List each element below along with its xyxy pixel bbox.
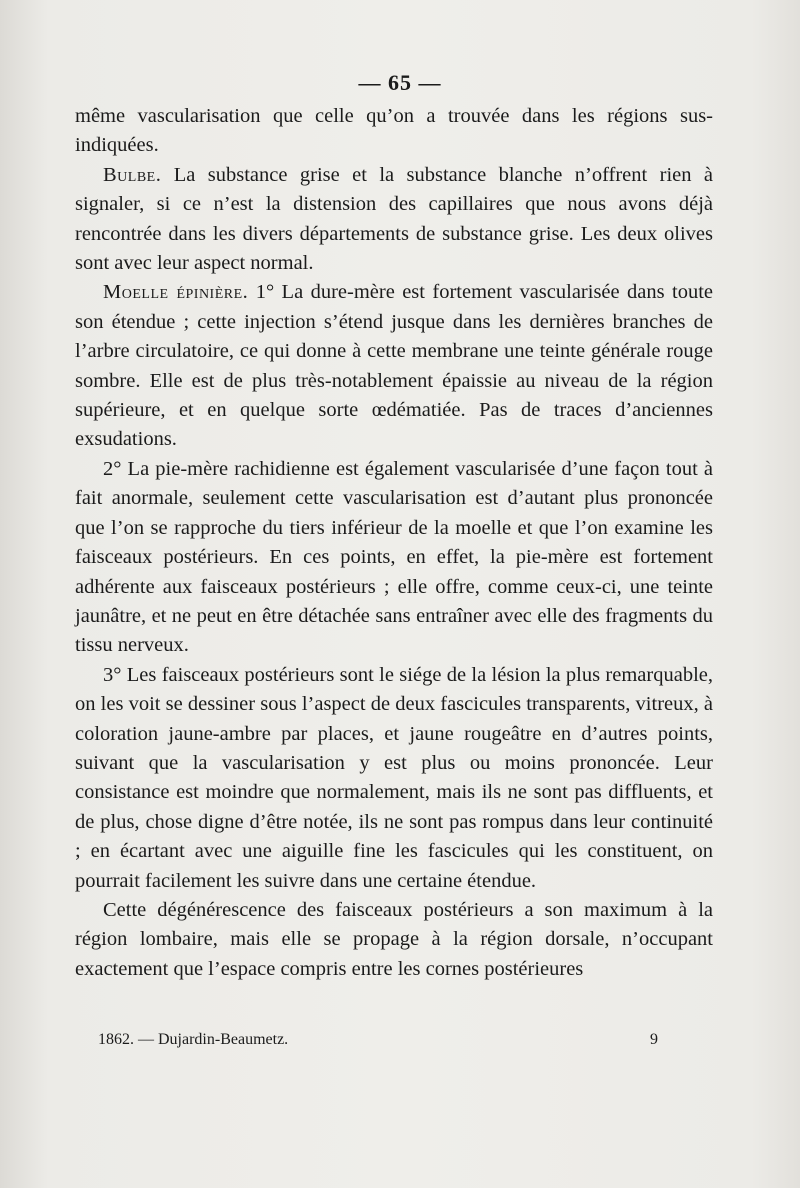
paragraph-lead-moelle: Moelle épinière. bbox=[103, 281, 249, 304]
paragraph-faisceaux: 3° Les faisceaux postérieurs sont le siége de la lésion la plus remarquable, on les voit se dessiner sous l’aspect de deux fascicules transparents, vitreux, à coloration jaune-ambre par places, et jaune rougeâtre en d’autres points, suivant que la vascularisation y est plus ou moins prononcée. Leur consistance est moindre que normalement, mais ils ne sont pas diffluents, et de plus, chose digne d’être notée, ils ne sont pas rompus dans leur continuité ; en écartant avec une aiguille fine les fascicules qui les constituent, on pourrait facilement les suivre dans une certaine étendue. bbox=[75, 663, 713, 892]
footer-signature: 1862. — Dujardin-Beaumetz. bbox=[98, 1031, 289, 1048]
page-number: — 65 — bbox=[358, 70, 442, 95]
paragraph-text-moelle: 1° La dure-mère est fortement vascularisée dans toute son étendue ; cette injection s’étend jusque dans les dernières branches de l’arbre circulatoire, ce qui donne à cette membrane une teinte générale rouge sombre. Elle est de plus très-notablement épaissie au niveau de la région supérieure, et en quelque sorte œdématiée. Pas de traces d’anciennes exsudations. bbox=[75, 281, 713, 451]
paragraph-bulbe bbox=[75, 161, 713, 279]
paragraph-lead-bulbe: Bulbe. bbox=[103, 163, 162, 186]
paragraph-degenerescence: Cette dégénérescence des faisceaux postérieurs a son maximum à la région lombaire, mais elle se propage à la région dorsale, n’occupant exactement que l’espace compris entre les cornes postérieures bbox=[75, 898, 713, 980]
paragraph-pie-mere: 2° La pie-mère rachidienne est également vascularisée d’une façon tout à fait anormale, seulement cette vascularisation est d’autant plus prononcée que l’on se rapproche du tiers inférieur de la moelle et que l’on examine les faisceaux postérieurs. En ces points, en effet, la pie-mère est fortement adhérente aux faisceaux postérieurs ; elle offre, comme ceux-ci, une teinte jaunâtre, et ne peut en être détachée sans entraîner avec elle des fragments du tissu nerveux. bbox=[75, 457, 713, 657]
paragraph-moelle bbox=[75, 278, 713, 454]
footer-sheet-number: 9 bbox=[650, 1031, 658, 1048]
page-body bbox=[75, 102, 713, 984]
paragraph-1: même vascularisation que celle qu’on a trouvée dans les régions sus-indiquées. bbox=[75, 105, 713, 157]
paragraph-text-bulbe: La substance grise et la substance blanche n’offrent rien à signaler, si ce n’est la distension des capillaires que nous avons déjà rencontrée dans les divers départements de substance grise. Les deux olives sont avec leur aspect normal. bbox=[75, 163, 713, 275]
